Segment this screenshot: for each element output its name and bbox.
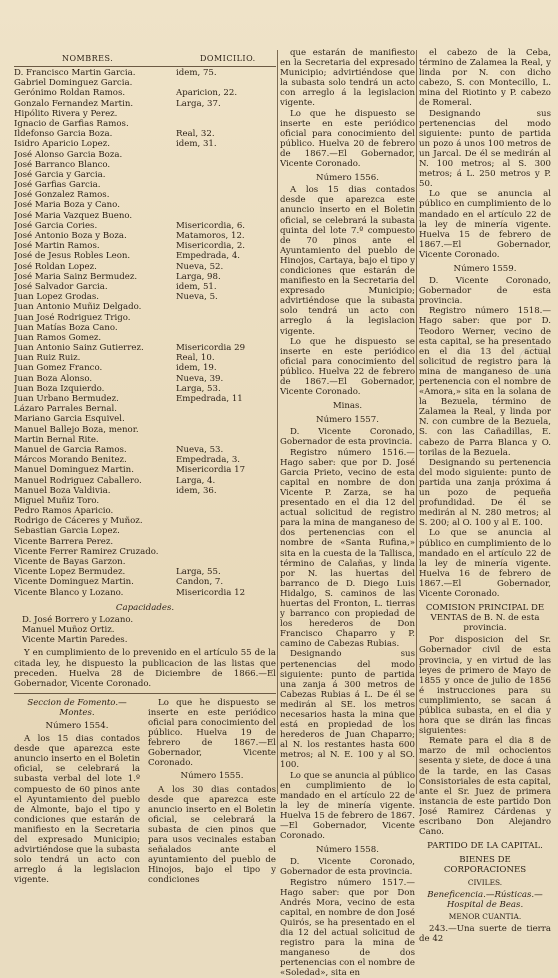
person-address: Misericordia 17 [176, 465, 245, 475]
person-name: José Maria Boza y Cano. [14, 200, 120, 210]
person-name: José Maria Vazquez Bueno. [14, 211, 132, 221]
person-address: idem, 36. [176, 486, 217, 496]
fomento-column [148, 698, 276, 886]
person-row [14, 302, 276, 312]
person-row [14, 139, 276, 149]
paragraph: 243.—Una suerte de tierra de 42 [419, 924, 551, 944]
person-address: Misericordia 29 [176, 343, 245, 353]
person-name: Ignacio de Garfias Ramos. [14, 119, 129, 129]
person-address: Misericordia, 6. [176, 221, 245, 231]
notice-number: Número 1554. [14, 721, 140, 731]
paragraph: Lo que he dispuesto se inserte en este periódico oficial para conocimiento del público. Huelva 22 de febrero de 1867.—El Gobernador, Vicente Coronado. [280, 337, 415, 398]
person-name: José Gonzalez Ramos. [14, 190, 109, 200]
capacidad-name: D. José Borrero y Lozano. [14, 615, 276, 625]
person-name: Manuel Dominguez Martin. [14, 465, 134, 475]
subheading: CIVILES. [419, 878, 551, 888]
person-address: idem, 19. [176, 363, 217, 373]
person-address: Empedrada, 3. [176, 455, 240, 465]
section-heading: BIENES DE CORPORACIONES [419, 855, 551, 875]
person-row [14, 476, 276, 486]
capacidad-name: Vicente Martin Paredes. [14, 635, 276, 645]
person-name: Gerónimo Roldan Ramos. [14, 88, 125, 98]
person-row [14, 88, 276, 98]
person-name: Juan Urbano Bermudez. [14, 394, 119, 404]
person-name: Manuel Boza Valdivia. [14, 486, 110, 496]
person-name: Vicente Ferrer Ramirez Cruzado. [14, 547, 159, 557]
person-name: Lázaro Parrales Bernal. [14, 404, 117, 414]
person-row [14, 435, 276, 445]
paragraph: que estarán de manifiesto en la Secretaria del expresado Municipio; advirtiéndose que la subasta solo tendrá un acto con arreglo á la legislacion vigente. [280, 48, 415, 109]
person-row [14, 374, 276, 384]
paragraph: Lo que se anuncia al público en cumplimiento de lo mandado en el artículo 22 de la ley de minería vigente. Huelva 16 de febrero de 1867.—El Gobernador, Vicente Coronado. [419, 528, 551, 599]
person-row [14, 231, 276, 241]
person-name: Juan Boza Izquierdo. [14, 384, 104, 394]
paragraph: Lo que se anuncia al público en cumplimiento de lo mandado en el artículo 22 de la ley de minería vigente. Huelva 15 de febrero de 1867.—El Gobernador, Vicente Coronado. [419, 189, 551, 260]
column-divider [416, 50, 417, 794]
person-name: Sebastian Garcia Lopez. [14, 526, 120, 536]
person-row [14, 455, 276, 465]
person-row [14, 160, 276, 170]
person-name: José Alonso Garcia Boza. [14, 150, 122, 160]
paragraph: D. Vicente Coronado, Gobernador de esta provincia. [280, 857, 415, 877]
person-address: Candon, 7. [176, 577, 223, 587]
section-heading: Número 1559. [419, 264, 551, 274]
person-name: Juan José Rodriguez Trigo. [14, 313, 130, 323]
person-row [14, 109, 276, 119]
person-row [14, 119, 276, 129]
person-row [14, 272, 276, 282]
person-row [14, 445, 276, 455]
person-name: Mariano Garcia Esquivel. [14, 414, 125, 424]
paragraph: Designando sus pertenencias del modo siguiente: punto de partida un pozo á unos 100 metros de un Jarcal. De él se medirán al N. 100 metros; al S. 300 metros; á L. 250 metros y P. 50. [419, 109, 551, 190]
right-column [419, 48, 551, 944]
person-name: Juan Matías Boza Cano. [14, 323, 118, 333]
person-address: Nueva, 39. [176, 374, 223, 384]
closing-notice: Y en cumplimiento de lo prevenido en el artículo 55 de la citada ley, he dispuesto la publicacion de las listas que preceden. Huelva 28 de Diciembre de 1866.—El Gobernador, Vicente Coronado. [14, 648, 276, 688]
person-name: Juan Boza Alonso. [14, 374, 92, 384]
person-name: Ildefonso Garcia Boza. [14, 129, 112, 139]
person-row [14, 353, 276, 363]
person-name: Pedro Ramos Aparicio. [14, 506, 113, 516]
subheading: MENOR CUANTIA. [419, 912, 551, 922]
person-row [14, 190, 276, 200]
library-stamp [519, 346, 549, 374]
person-address: Larga, 98. [176, 272, 221, 282]
names-list [14, 68, 276, 898]
person-row [14, 577, 276, 587]
person-name: Vicente Dominguez Martin. [14, 577, 134, 587]
person-row [14, 557, 276, 567]
person-row [14, 425, 276, 435]
person-name: Vicente Lopez Bermudez. [14, 567, 125, 577]
person-row [14, 506, 276, 516]
person-row [14, 313, 276, 323]
address-header: DOMICILIO. [200, 54, 256, 63]
person-name: José Salvador Garcia. [14, 282, 108, 292]
person-name: Márcos Morando Benitez. [14, 455, 127, 465]
person-name: José Garfias Garcia. [14, 180, 100, 190]
person-row [14, 78, 276, 88]
person-address: Empedrada, 11 [176, 394, 243, 404]
person-name: José Maria Sainz Bermudez. [14, 272, 137, 282]
column-divider [277, 50, 278, 794]
person-row [14, 343, 276, 353]
person-address: idem, 31. [176, 139, 217, 149]
person-row [14, 292, 276, 302]
middle-column [280, 48, 415, 978]
person-address: Larga, 37. [176, 99, 221, 109]
person-address: Aparicion, 22. [176, 88, 237, 98]
person-row [14, 200, 276, 210]
person-name: Gonzalo Fernandez Martin. [14, 99, 133, 109]
person-name: Juan Antonio Sainz Gutierrez. [14, 343, 144, 353]
section-heading: Número 1556. [280, 173, 415, 183]
person-row [14, 414, 276, 424]
person-name: Juan Antonio Muñiz Delgado. [14, 302, 141, 312]
notice-text: Lo que he dispuesto se inserte en este periódico oficial para conocimiento del público. Huelva 19 de febrero de 1867.—El Gobernador, Vicente Coronado. [148, 698, 276, 769]
person-row [14, 221, 276, 231]
person-name: Isidro Aparicio Lopez. [14, 139, 110, 149]
person-row [14, 99, 276, 109]
person-name: José Garcia Cories. [14, 221, 97, 231]
section-heading: Número 1558. [280, 845, 415, 855]
bottom-subcolumns [14, 698, 276, 898]
person-row [14, 384, 276, 394]
paragraph: D. Vicente Coronado, Gobernador de esta provincia. [419, 276, 551, 306]
person-name: José Martin Ramos. [14, 241, 100, 251]
person-address: Larga, 4. [176, 476, 215, 486]
person-row [14, 323, 276, 333]
paragraph: Por disposicion del Sr. Gobernador civil de esta provincia, y en virtud de las leyes de primero de Mayo de 1855 y once de julio de 1856 é instrucciones para su cumplimiento, se sacan á pública subasta, en el dia y hora que se dirán las fincas siguientes: [419, 635, 551, 736]
person-row [14, 282, 276, 292]
paragraph: Designando su pertenencia del modo siguiente: punto de partida una zanja próxima á un pozo de pequeña profundidad. De él se medirán al N. 280 metros; al S. 200; al O. 100 y al E. 100. [419, 458, 551, 529]
person-address: idem, 75. [176, 68, 217, 78]
person-address: Nueva, 53. [176, 445, 223, 455]
paragraph: el cabezo de la Ceba, término de Zalamea la Real, y linda por N. con dicho cabezo, S. con Montecillo, L. mina del Riotinto y P. cabezo de Romeral. [419, 48, 551, 109]
section-heading: COMISION PRINCIPAL DE VENTAS de B. N. de esta provincia. [419, 603, 551, 633]
person-row [14, 363, 276, 373]
person-row [14, 170, 276, 180]
person-address: Misericordia 12 [176, 588, 245, 598]
paragraph: A los 15 dias contados desde que aparezca este anuncio inserto en el Boletin oficial, se celebrará la subasta quinta del lote 7.º compuesto de 70 pinos ante el Ayuntamiento del pueblo de Hinojos, Cartaya, bajo el tipo y condiciones que estarán de manifiesto en la Secretaria del expresado Municipio; advirtiéndose que la subasta solo tendrá un acto con arreglo á la legislacion vigente. [280, 185, 415, 336]
person-row [14, 251, 276, 261]
paragraph: Designando sus pertenencias del modo siguiente: punto de partida una zanja á 300 metros de Cabezas Rubias á L. De él se medirán al SE. los metros necesarios hasta la mina que está en propiedad de los herederos de Juan Chaparro; al N. los restantes hasta 600 metros; al N. E. 100 y al SO. 100. [280, 649, 415, 770]
capacidad-name: Manuel Muñoz Ortiz. [14, 625, 276, 635]
person-address: Larga, 55. [176, 567, 221, 577]
person-row [14, 516, 276, 526]
person-name: Juan Lopez Grodas. [14, 292, 99, 302]
person-row [14, 150, 276, 160]
person-address: Nueva, 52. [176, 262, 223, 272]
person-name: Martin Bernal Rite. [14, 435, 99, 445]
person-name: José Roldan Lopez. [14, 262, 97, 272]
section-title: Seccion de Fomento.—Montes. [14, 698, 140, 718]
person-row [14, 465, 276, 475]
person-row [14, 526, 276, 536]
person-address: Misericordia, 2. [176, 241, 245, 251]
section-heading: Minas. [280, 401, 415, 411]
person-name: Juan Ruiz Ruiz. [14, 353, 80, 363]
fomento-column [14, 698, 140, 886]
person-name: Gabriel Dominguez Garcia. [14, 78, 132, 88]
person-row [14, 68, 276, 78]
person-name: Manuel Ballejo Boza, menor. [14, 425, 139, 435]
person-row [14, 333, 276, 343]
person-row [14, 496, 276, 506]
person-row [14, 537, 276, 547]
person-name: José Antonio Boza y Boza. [14, 231, 127, 241]
person-address: Larga, 53. [176, 384, 221, 394]
person-row [14, 547, 276, 557]
paragraph: Registro número 1517.—Hago saber: que por Don Andrés Mora, vecino de esta capital, en nombre de don José Quirós, se ha presentado en el dia 12 del actual solicitud de registro para la mina de manganeso de dos pertenencias con el nombre de «Soledad», sita en [280, 878, 415, 978]
names-header: NOMBRES. [62, 54, 113, 63]
person-name: José de Jesus Robles Leon. [14, 251, 130, 261]
notice-text: A los 30 dias contados desde que aparezca este anuncio inserto en el Boletin oficial, se celebrará la subasta de cien pinos que para usos vecinales estaban señalados ante el ayuntamiento del pueblo de Hinojos, bajo el tipo y condiciones [148, 785, 276, 886]
person-name: Hipólito Rivera y Perez. [14, 109, 117, 119]
section-heading: PARTIDO DE LA CAPITAL. [419, 841, 551, 851]
person-name: Rodrigo de Cáceres y Muñoz. [14, 516, 143, 526]
person-address: idem, 51. [176, 282, 217, 292]
person-name: Miguel Muñiz Toro. [14, 496, 99, 506]
person-row [14, 129, 276, 139]
paragraph: Registro número 1516.—Hago saber: que por D. José Garcia Prieto, vecino de esta capital en nombre de don Vicente P. Zarza, se ha presentado en el dia 12 del actual solicitud de registro para la mina de manganeso de dos pertenencias con el nombre de «Santa Rufina,» sita en la cuesta de la Tallisca, término de Calañas, y linda por N. las huertas del barranco de D. Diego Luis Hidalgo, S. caminos de las huertas del Fronton, L. tierras y barranco con propiedad de los herederos de Don Francisco Chaparro y P. camino de Cabezas Rubias. [280, 448, 415, 650]
person-row [14, 486, 276, 496]
person-address: Empedrada, 4. [176, 251, 240, 261]
person-name: Vicente Blanco y Lozano. [14, 588, 123, 598]
person-name: Juan Gomez Franco. [14, 363, 102, 373]
person-row [14, 211, 276, 221]
paragraph: Lo que se anuncia al público en cumplimiento de lo mandado en el artículo 22 de la ley de minería vigente. Huelva 15 de febrero de 1867.—El Gobernador, Vicente Coronado. [280, 771, 415, 842]
person-address: Matamoros, 12. [176, 231, 245, 241]
notice-number: Número 1555. [148, 771, 276, 781]
person-row [14, 404, 276, 414]
person-name: Manuel de Garcia Ramos. [14, 445, 127, 455]
section-heading: Número 1557. [280, 415, 415, 425]
paragraph: Registro número 1518.—Hago saber: que por D. Teodoro Werner, vecino de esta capital, se ha presentado en el dia 13 del actual solicitud de registro para la mina de manganeso de una pertenencia con el nombre de «Amora,» sita en la solana de la Bezuela, término de Zalamea la Real, y linda por N. con cumbre de la Bezuela, S. con las Cañadillas, E. cabezo de Parra Blanca y O. torilas de la Bezuela. [419, 306, 551, 457]
notice-text: A los 15 dias contados desde que aparezca este anuncio inserto en el Boletin oficial, se celebrará la subasta verbal del lote 1.º compuesto de 60 pinos ante el Ayuntamiento del pueblo de Almonte, bajo el tipo y condiciones que estarán de manifiesto en la Secretaria del expresado Municipio; advirtiéndose que la subasta solo tendrá un acto con arreglo á la legislacion vigente. [14, 734, 140, 885]
category-line: Beneficencia.—Rústicas.—Hospital de Beas. [419, 890, 551, 910]
person-name: Manuel Rodriguez Caballero. [14, 476, 142, 486]
person-name: José Barranco Blanco. [14, 160, 110, 170]
person-row [14, 241, 276, 251]
paragraph: Lo que he dispuesto se inserte en este periódico oficial para conocimiento del público. Huelva 20 de febrero de 1867.—El Gobernador, Vicente Coronado. [280, 109, 415, 170]
section-rule [14, 693, 276, 694]
person-address: Real, 32. [176, 129, 215, 139]
paragraph: Remate para el dia 8 de marzo de mil ochocientos sesenta y siete, de doce á una de la tarde, en las Casas Consistoriales de esta capital, ante el Sr. Juez de primera instancia de este partido Don José Ramirez Cárdenas y escribano Don Alejandro Cano. [419, 736, 551, 837]
person-row [14, 394, 276, 404]
person-name: José Garcia y Garcia. [14, 170, 105, 180]
person-name: Vicente de Bayas Garzon. [14, 557, 125, 567]
person-name: Juan Ramos Gomez. [14, 333, 101, 343]
person-row [14, 180, 276, 190]
list-header [14, 54, 276, 67]
person-name: D. Francisco Martin Garcia. [14, 68, 135, 78]
person-row [14, 262, 276, 272]
paragraph: D. Vicente Coronado, Gobernador de esta provincia. [280, 427, 415, 447]
capacidades-heading: Capacidades. [14, 603, 276, 613]
person-row [14, 588, 276, 598]
person-address: Nueva, 5. [176, 292, 218, 302]
person-row [14, 567, 276, 577]
person-name: Vicente Barrera Perez. [14, 537, 113, 547]
person-address: Real, 10. [176, 353, 215, 363]
